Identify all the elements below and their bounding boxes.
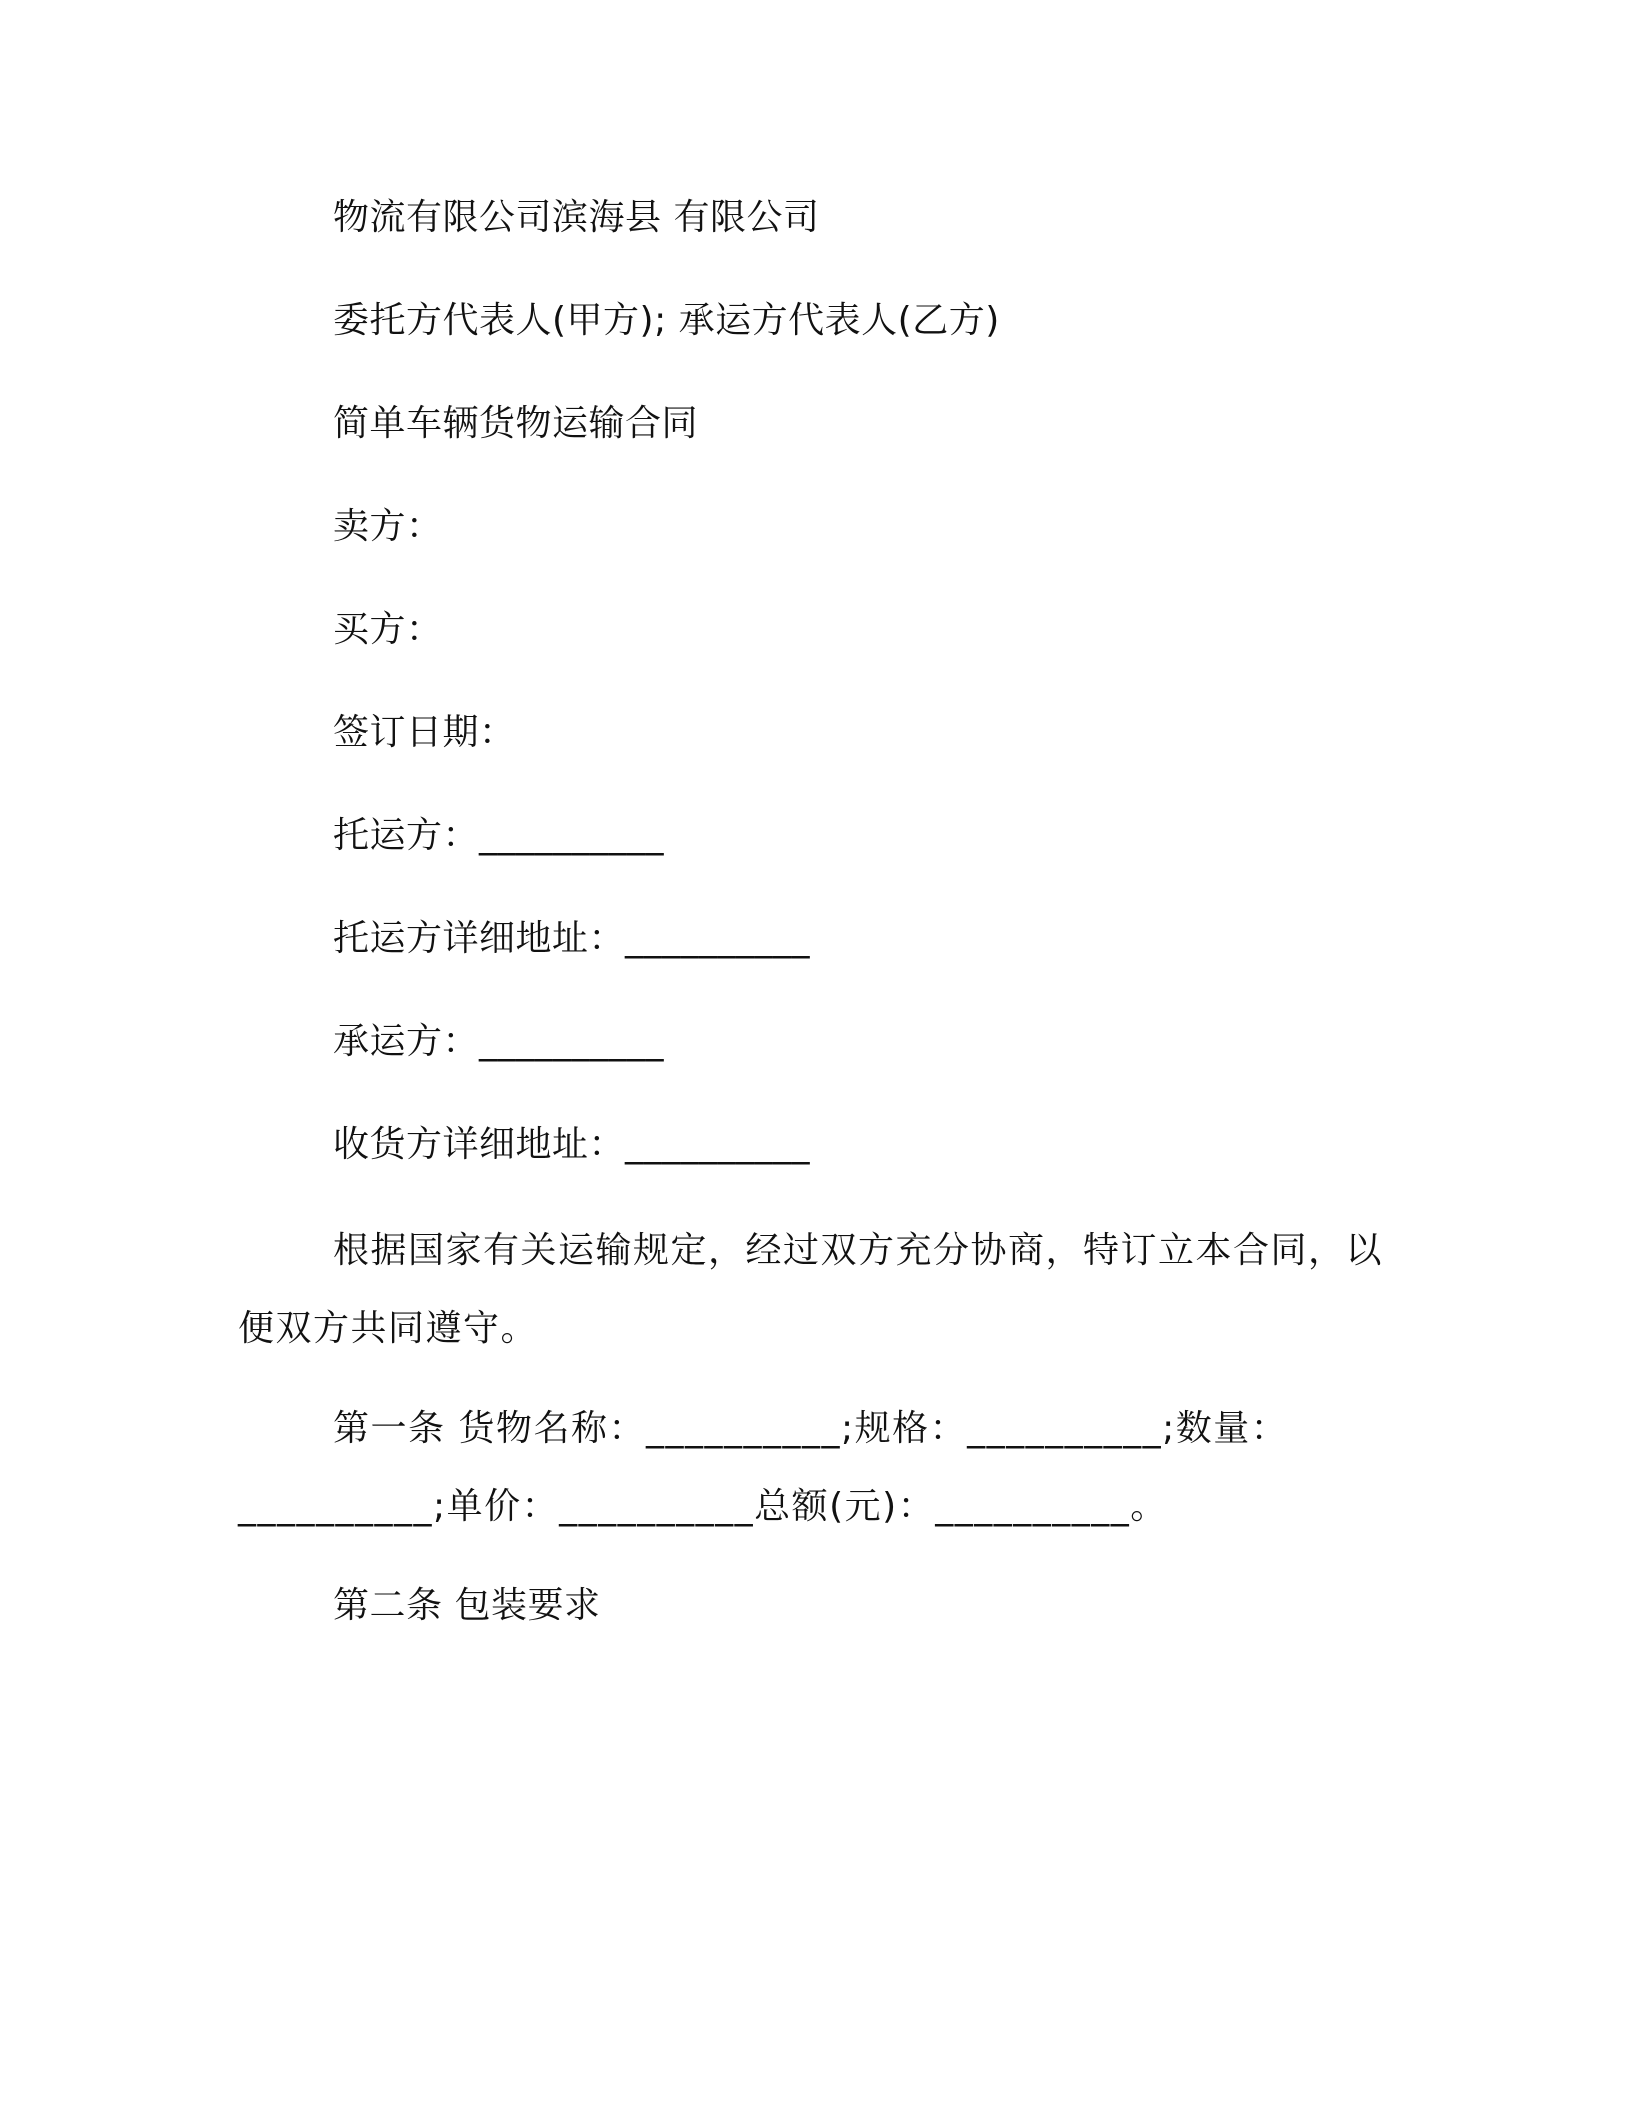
article-1-paragraph: 第一条 货物名称：__________;规格：__________;数量：__________;单价：__________总额(元)：__________。 — [238, 1408, 1289, 1527]
seller-field: 卖方： — [333, 506, 443, 547]
contract-title: 简单车辆货物运输合同 — [333, 403, 699, 444]
shipper-field: 托运方：__________ — [333, 815, 665, 856]
shipper-address-field: 托运方详细地址：__________ — [333, 918, 811, 959]
intro-paragraph: 根据国家有关运输规定，经过双方充分协商，特订立本合同，以便双方共同遵守。 — [238, 1230, 1384, 1349]
buyer-field: 买方： — [333, 609, 443, 650]
representatives-line: 委托方代表人(甲方); 承运方代表人(乙方) — [333, 300, 1000, 341]
sign-date-field: 签订日期： — [333, 712, 516, 753]
article-2-heading: 第二条 包装要求 — [333, 1585, 601, 1626]
carrier-field: 承运方：__________ — [333, 1021, 665, 1062]
company-line: 物流有限公司滨海县 有限公司 — [333, 197, 820, 238]
consignee-address-field: 收货方详细地址：__________ — [333, 1124, 811, 1165]
